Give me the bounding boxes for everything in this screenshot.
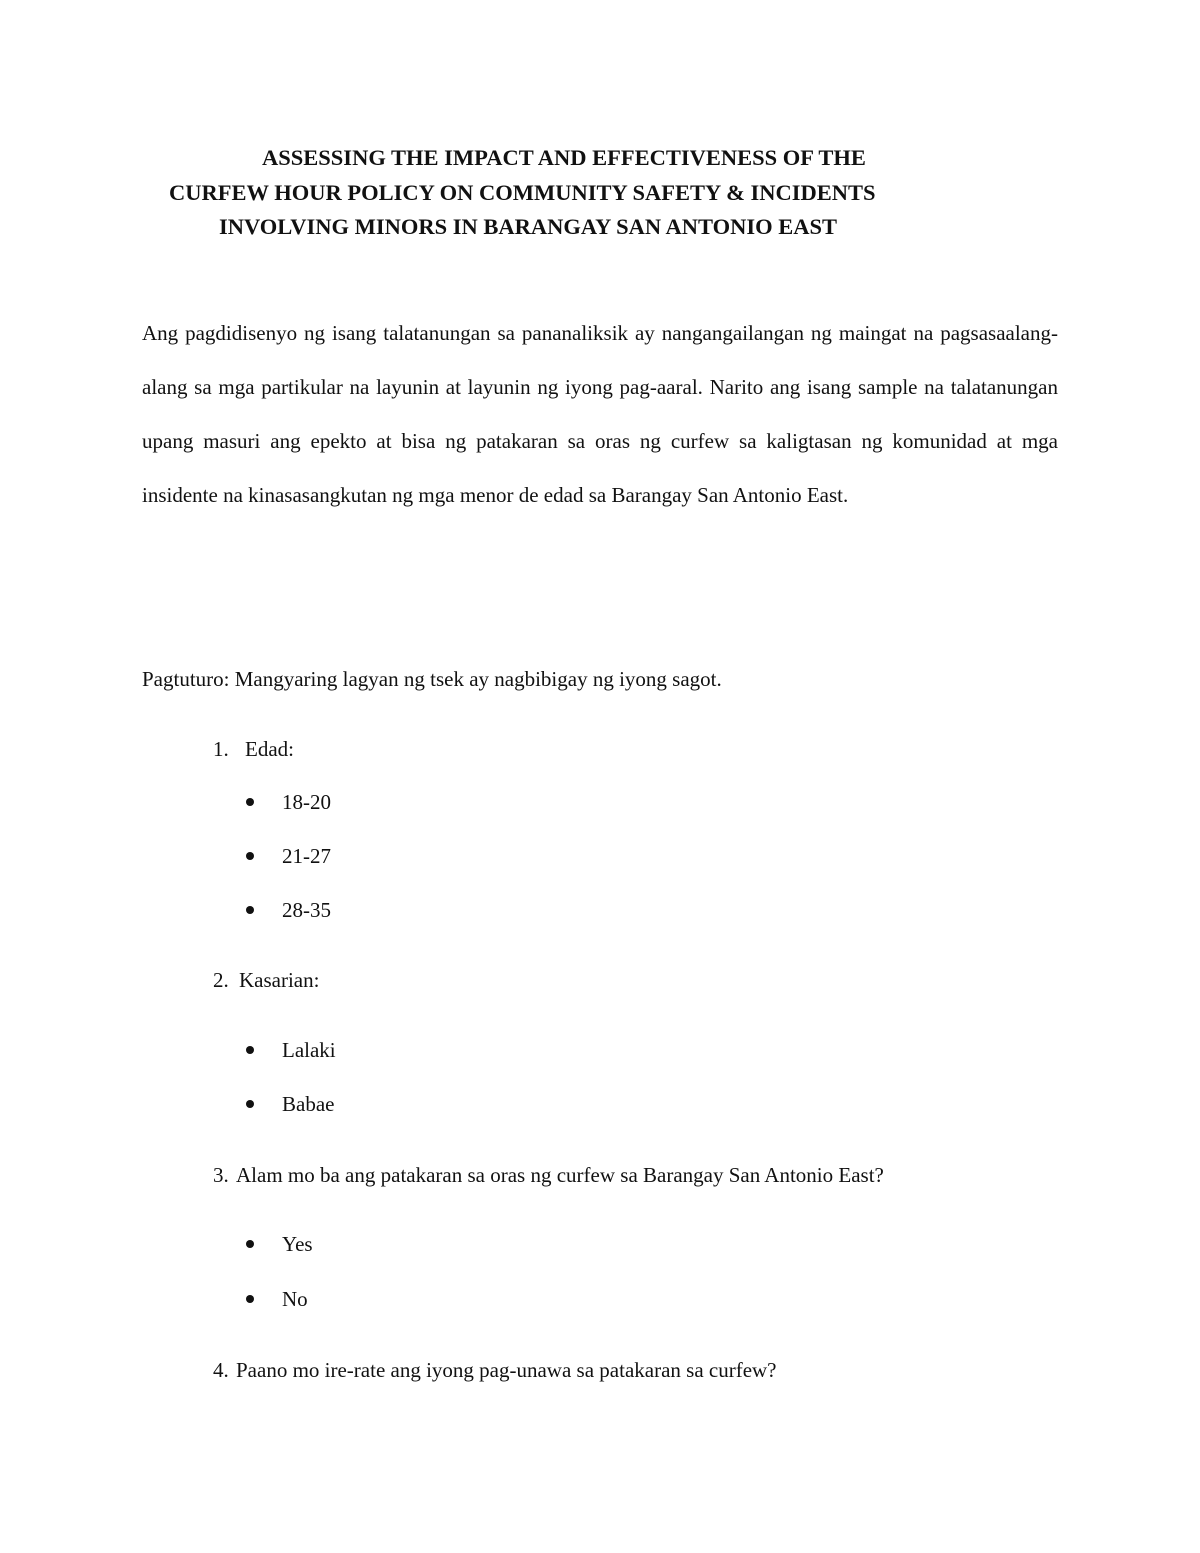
question-text: Edad: — [245, 737, 294, 761]
bullet-icon — [246, 1100, 254, 1108]
option-item[interactable] — [246, 1231, 313, 1258]
bullet-icon — [246, 1046, 254, 1054]
question-number: 3. — [213, 1163, 229, 1187]
document-title-line-1: ASSESSING THE IMPACT AND EFFECTIVENESS OF THE — [262, 145, 866, 170]
option-label: 18-20 — [282, 790, 331, 814]
question-number: 4. — [213, 1358, 229, 1382]
bullet-icon — [246, 798, 254, 806]
document-title-line-2: CURFEW HOUR POLICY ON COMMUNITY SAFETY & INCIDENTS — [169, 180, 876, 205]
question-2 — [213, 967, 319, 994]
option-item[interactable] — [246, 1091, 334, 1118]
question-text: Alam mo ba ang patakaran sa oras ng curfew sa Barangay San Antonio East? — [236, 1163, 884, 1187]
question-text: Kasarian: — [239, 968, 320, 992]
option-label: Yes — [282, 1232, 313, 1256]
option-item[interactable] — [246, 1037, 336, 1064]
document-title-line-3: INVOLVING MINORS IN BARANGAY SAN ANTONIO EAST — [219, 214, 838, 239]
bullet-icon — [246, 1295, 254, 1303]
instruction-text: Pagtuturo: Mangyaring lagyan ng tsek ay nagbibigay ng iyong sagot. — [142, 667, 722, 691]
question-3 — [213, 1162, 884, 1189]
bullet-icon — [246, 1240, 254, 1248]
intro-paragraph: Ang pagdidisenyo ng isang talatanungan sa pananaliksik ay nangangailangan ng maingat na pagsasaalang-alang sa mga partikular na layunin at layunin ng iyong pag-aaral. Narito ang isang sample na talatanungan upang masuri ang epekto at bisa ng patakaran sa oras ng curfew sa kaligtasan ng komunidad at mga insidente na kinasasangkutan ng mga menor de edad sa Barangay San Antonio East. — [142, 321, 1058, 507]
option-label: No — [282, 1287, 308, 1311]
question-number: 1. — [213, 737, 229, 761]
question-1 — [213, 736, 294, 763]
option-item[interactable] — [246, 843, 331, 870]
option-label: 21-27 — [282, 844, 331, 868]
question-4 — [213, 1357, 777, 1384]
bullet-icon — [246, 906, 254, 914]
option-label: 28-35 — [282, 898, 331, 922]
option-item[interactable] — [246, 789, 331, 816]
option-label: Lalaki — [282, 1038, 336, 1062]
bullet-icon — [246, 852, 254, 860]
option-label: Babae — [282, 1092, 335, 1116]
question-text: Paano mo ire-rate ang iyong pag-unawa sa patakaran sa curfew? — [236, 1358, 777, 1382]
question-number: 2. — [213, 968, 229, 992]
option-item[interactable] — [246, 1286, 308, 1313]
option-item[interactable] — [246, 897, 331, 924]
